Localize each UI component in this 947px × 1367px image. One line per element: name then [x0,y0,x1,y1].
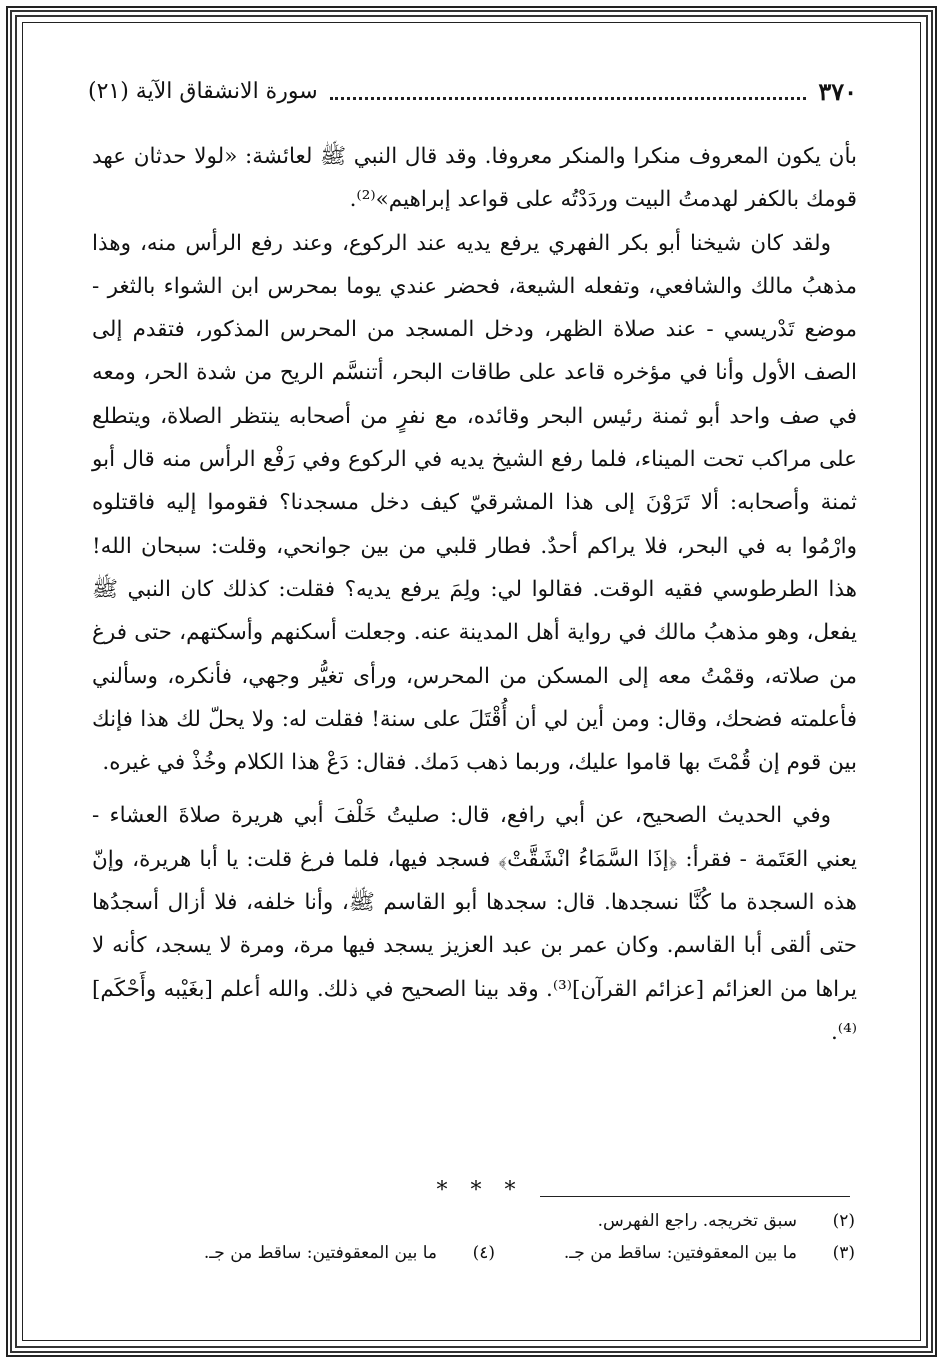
footnote-text: سبق تخريجه. راجع الفهرس. [597,1211,797,1231]
footnote-number: (٢) [832,1211,855,1231]
paragraph-2: ولقد كان شيخنا أبو بكر الفهري يرفع يديه عند الركوع، وعند رفع الرأس منه، وهذا مذهبُ مالك والشافعي، وتفعله الشيعة، فحضر عندي يوما بمحرس ابن الشواء بالثغر - موضع تَدْريسي - عند صلاة الظهر، ودخل المسجد من المحرس المذكور، فتقدم إلى الصف الأول وأنا في مؤخره قاعد على طاقات البحر، أتنسَّم الريح من شدة الحر، ومعه في صف واحد أبو ثمنة رئيس البحر وقائده، مع نفرٍ من أصحابه ينتظر الصلاة، ويتطلع على مراكب تحت الميناء، فلما رفع الشيخ يديه في الركوع وفي رَفْع الرأس منه قال أبو ثمنة وأصحابه: ألا تَرَوْنَ إلى هذا المشرقيّ كيف دخل مسجدنا؟ فقوموا إليه فاقتلوه وارْمُوا به في البحر، فلا يراكم أحدٌ. فطار قلبي من بين جوانحي، وقلت: سبحان الله! هذا الطرطوسي فقيه الوقت. فقالوا لي: ولِمَ يرفع يديه؟ فقلت: كذلك كان النبي ﷺ يفعل، وهو مذهبُ مالك في رواية أهل المدينة عنه. وجعلت أسكنهم وأسكتهم، حتى فرغ من صلاته، وقمْتُ معه إلى المسكن من المحرس، ورأى تغيُّر وجهي، فأنكره، وسألني فأعلمته فضحك، وقال: ومن أين لي أن أُقْتَلَ على سنة! فقلت له: ولا يحلّ لك هذا فإنك بين قوم إن قُمْتَ بها قاموا عليك، وربما ذهب دَمك. فقال: دَعْ هذا الكلام وخُذْ في غيره. [92,230,857,776]
paragraph-1: بأن يكون المعروف منكرا والمنكر معروفا. وقد قال النبي ﷺ لعائشة: «لولا حدثان عهد قومك بالكفر لهدمتُ البيت وردَدْتُه على قواعد إبراهيم»⁽²⁾. [92,144,857,213]
running-header [88,70,857,112]
footnotes [100,1205,855,1269]
footnote-number: (٣) [832,1243,855,1263]
footnote-2 [515,1205,855,1237]
footnote-number: (٤) [472,1243,495,1263]
header-title: سورة الانشقاق الآية (٢١) [88,78,318,104]
footnote-row [100,1205,855,1237]
footnote-text: ما بين المعقوفتين: ساقط من جـ. [563,1243,797,1263]
page-number: ٣٧٠ [818,76,857,106]
main-text [92,135,857,1054]
header-dotted-leader [330,83,807,100]
footnote-row [100,1237,855,1269]
footnote-3 [515,1237,855,1269]
footnote-4 [155,1237,495,1269]
paragraph-3: وفي الحديث الصحيح، عن أبي رافع، قال: صليتُ خَلْفَ أبي هريرة صلاةَ العشاء - يعني العَتَمة - فقرأ: ﴿إذَا السَّمَاءُ انْشَقَّتْ﴾ فسجد فيها، فلما فرغ قلت: يا أبا هريرة، وإنّ هذه السجدة ما كُنَّا نسجدها. قال: سجدها أبو القاسم ﷺ، وأنا خلفه، فلا أزال أسجدُها حتى ألقى أبا القاسم. وكان عمر بن عبد العزيز يسجد فيها مرة، ومرة لا يسجد، كأنه لا يراها من العزائم [عزائم القرآن]⁽³⁾. وقد بينا الصحيح في ذلك. والله أعلم [بغَيْبه وأَحْكَم]⁽⁴⁾. [92,803,857,1045]
footnote-rule [540,1196,850,1197]
footnote-text: ما بين المعقوفتين: ساقط من جـ. [203,1243,437,1263]
section-separator: * * * [436,1178,524,1203]
